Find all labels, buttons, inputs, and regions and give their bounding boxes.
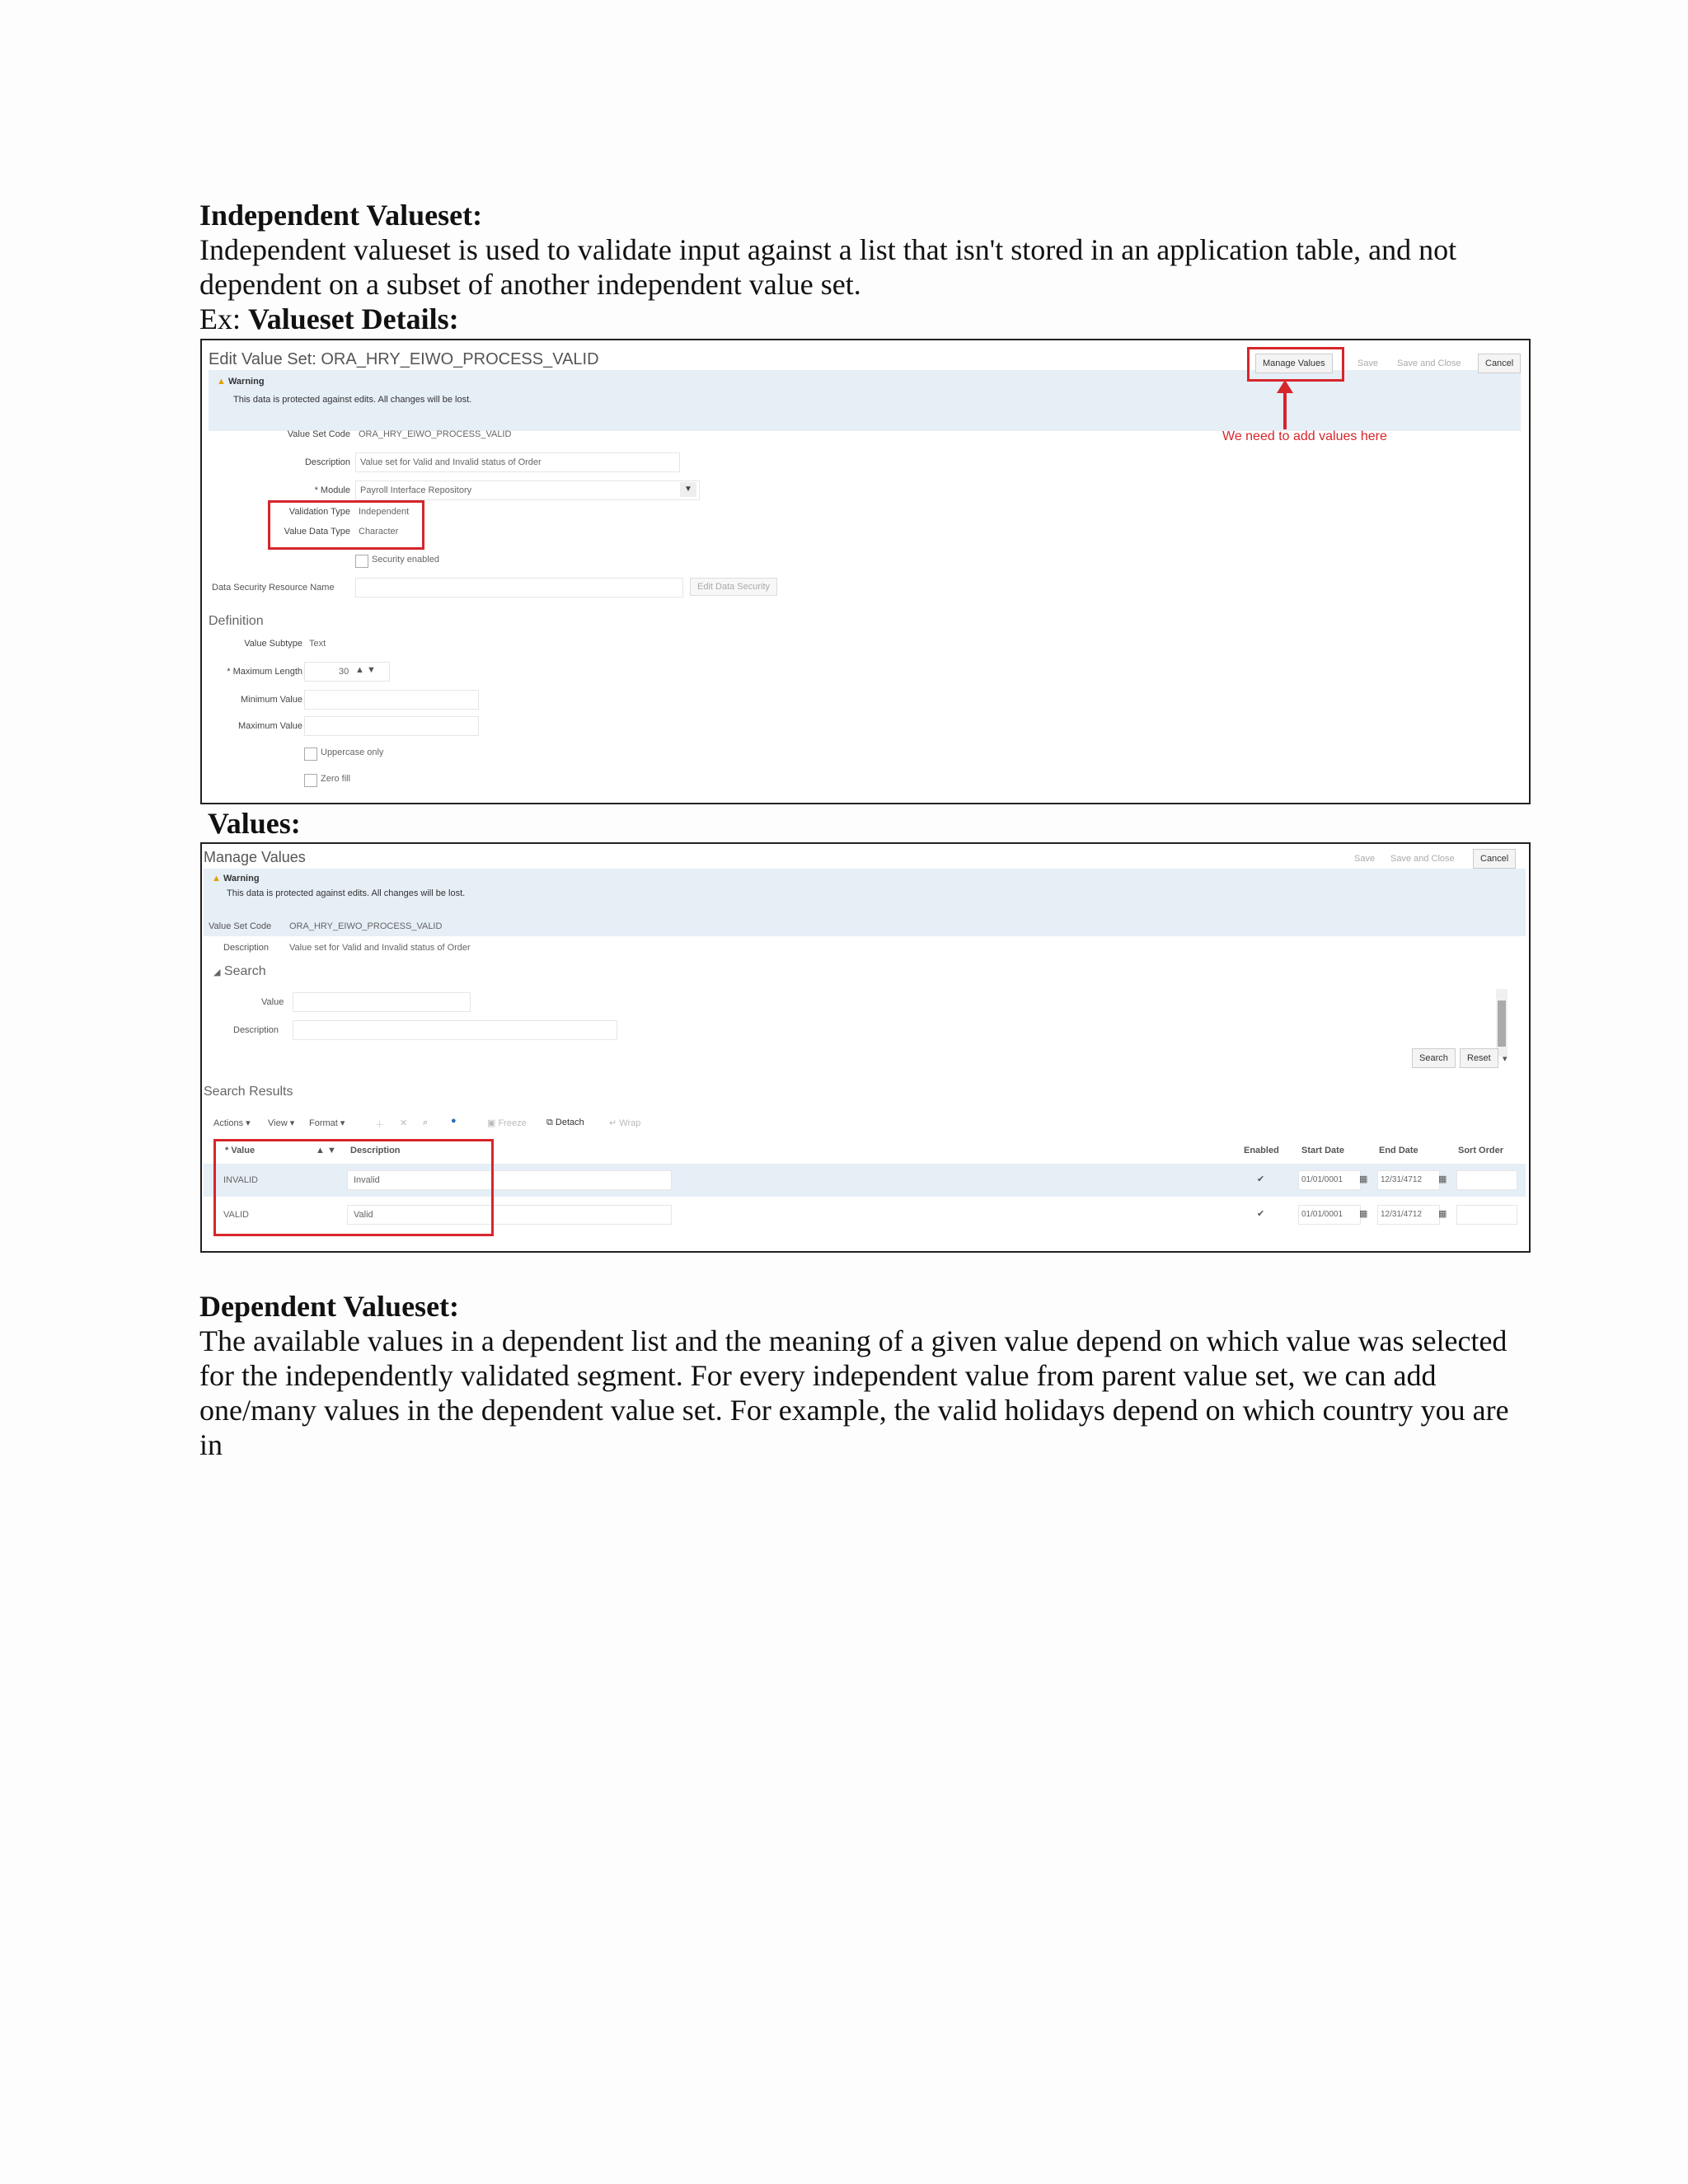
mv-code-label: Value Set Code <box>209 921 272 931</box>
delete-icon[interactable]: ✕ <box>400 1118 408 1128</box>
row1-value: INVALID <box>223 1175 258 1185</box>
mv-desc-label: Description <box>223 943 270 953</box>
cancel-button[interactable]: Cancel <box>1478 354 1521 373</box>
row2-sort-field[interactable] <box>1456 1205 1517 1225</box>
heading-independent: Independent Valueset: <box>199 199 483 232</box>
edit-value-set-screenshot <box>200 339 1531 804</box>
code-value: ORA_HRY_EIWO_PROCESS_VALID <box>359 429 512 439</box>
row1-start: 01/01/0001 <box>1301 1175 1343 1184</box>
maxval-label: Maximum Value <box>237 721 302 731</box>
warning-text: This data is protected against edits. All changes will be lost. <box>233 395 472 405</box>
search-value-label: Value <box>261 997 284 1007</box>
module-label: * Module <box>314 485 350 495</box>
refresh-icon[interactable]: ● <box>451 1116 457 1126</box>
edit-value-set-title: Edit Value Set: ORA_HRY_EIWO_PROCESS_VALID <box>209 350 599 368</box>
dependent-block <box>199 1289 1535 1462</box>
dsr-label: Data Security Resource Name <box>212 583 335 593</box>
mv-cancel-button[interactable]: Cancel <box>1473 849 1516 869</box>
calendar-icon[interactable]: ▦ <box>1359 1174 1368 1184</box>
code-label: Value Set Code <box>287 429 350 439</box>
view-menu[interactable]: View ▾ <box>268 1118 295 1128</box>
row2-end: 12/31/4712 <box>1381 1210 1423 1219</box>
security-checkbox[interactable] <box>355 555 368 568</box>
para-dependent: The available values in a dependent list and the meaning of a given value depend on which value was selected for the independently validated segment. For every independent value from parent value set, we can add one/many values in the dependent value set. For example, the valid holidays depend on which country you are in <box>199 1324 1509 1461</box>
mv-code-value: ORA_HRY_EIWO_PROCESS_VALID <box>289 921 443 931</box>
maxval-field[interactable] <box>304 716 479 736</box>
warning-heading: ▲ Warning <box>217 377 265 387</box>
scrollbar-thumb[interactable] <box>1498 1001 1506 1047</box>
row2-start: 01/01/0001 <box>1301 1210 1343 1219</box>
manage-values-title: Manage Values <box>204 849 306 865</box>
search-results-title: Search Results <box>204 1085 293 1099</box>
minval-field[interactable] <box>304 690 479 710</box>
heading-dependent: Dependent Valueset: <box>199 1290 460 1323</box>
para-independent: Independent valueset is used to validate input against a list that isn't stored in an application table, and not dependent on a subset of another independent value set. <box>199 233 1457 301</box>
save-button[interactable]: Save <box>1357 359 1379 368</box>
mv-warning-heading: ▲ Warning <box>212 874 260 883</box>
value-column-highlight <box>213 1139 494 1236</box>
mv-warning-icon: ▲ <box>212 874 221 883</box>
intro-block <box>199 198 1535 336</box>
row1-sort-field[interactable] <box>1456 1170 1517 1190</box>
chevron-down-icon[interactable]: ▼ <box>680 482 696 497</box>
zerofill-checkbox[interactable] <box>304 774 317 787</box>
query-icon[interactable]: ⌕ <box>423 1118 429 1127</box>
values-heading: Values: <box>208 807 301 840</box>
warning-icon: ▲ <box>217 377 226 387</box>
uppercase-label: Uppercase only <box>321 748 384 757</box>
manage-values-button[interactable]: Manage Values <box>1255 354 1333 373</box>
calendar-icon[interactable]: ▦ <box>1359 1209 1368 1219</box>
definition-title: Definition <box>209 614 264 628</box>
stepper-arrows-icon[interactable]: ▲ ▼ <box>355 665 376 675</box>
search-value-input[interactable] <box>293 992 471 1012</box>
triangle-down-icon: ◢ <box>213 968 221 977</box>
description-value: Value set for Valid and Invalid status of Order <box>360 457 542 467</box>
validation-type-label: Validation Type <box>288 507 350 517</box>
maxlen-value: 30 <box>339 667 349 677</box>
row2-desc: Valid <box>354 1210 373 1220</box>
freeze-button[interactable]: ▣ Freeze <box>487 1118 527 1128</box>
col-description[interactable]: Description <box>350 1146 401 1155</box>
col-enabled[interactable]: Enabled <box>1244 1146 1279 1155</box>
row2-value: VALID <box>223 1210 249 1220</box>
annotation-text: We need to add values here <box>1222 429 1387 443</box>
search-section-toggle[interactable]: ◢ Search <box>213 964 266 978</box>
wrap-button[interactable]: ↵ Wrap <box>609 1118 641 1128</box>
validation-type-value: Independent <box>359 507 410 517</box>
module-value: Payroll Interface Repository <box>360 485 472 495</box>
data-type-value: Character <box>359 527 399 537</box>
minval-label: Minimum Value <box>241 695 302 705</box>
row1-desc: Invalid <box>354 1175 380 1185</box>
annotation-arrowhead <box>1277 380 1293 393</box>
search-desc-input[interactable] <box>293 1020 617 1040</box>
zerofill-label: Zero fill <box>321 774 351 784</box>
col-end-date[interactable]: End Date <box>1379 1146 1418 1155</box>
maxlen-label: * Maximum Length <box>227 667 302 677</box>
description-label: Description <box>304 457 350 467</box>
add-icon[interactable]: ＋ <box>375 1120 384 1130</box>
calendar-icon[interactable]: ▦ <box>1438 1174 1447 1184</box>
mv-save-button[interactable]: Save <box>1354 854 1376 864</box>
col-value[interactable]: * Value <box>225 1146 256 1155</box>
col-sort-order[interactable]: Sort Order <box>1458 1146 1504 1155</box>
data-type-label: Value Data Type <box>284 527 350 537</box>
annotation-arrow <box>1283 390 1287 429</box>
row1-enabled-check-icon[interactable]: ✔ <box>1257 1174 1265 1184</box>
mv-save-close-button[interactable]: Save and Close <box>1390 854 1455 864</box>
detach-button[interactable]: ⧉ Detach <box>546 1118 584 1127</box>
subtype-value: Text <box>309 639 326 649</box>
security-label: Security enabled <box>372 555 439 565</box>
dsr-field[interactable] <box>355 578 683 598</box>
col-start-date[interactable]: Start Date <box>1301 1146 1344 1155</box>
example-line: Ex: Valueset Details: <box>199 302 459 335</box>
uppercase-checkbox[interactable] <box>304 748 317 761</box>
actions-menu[interactable]: Actions ▾ <box>213 1118 251 1128</box>
search-button[interactable]: Search <box>1412 1048 1456 1068</box>
subtype-label: Value Subtype <box>244 639 302 649</box>
format-menu[interactable]: Format ▾ <box>309 1118 345 1128</box>
reset-button[interactable]: Reset <box>1460 1048 1498 1068</box>
mv-desc-value: Value set for Valid and Invalid status of Order <box>289 943 471 953</box>
sort-arrows-icon[interactable]: ▲ ▼ <box>316 1146 336 1155</box>
row1-end: 12/31/4712 <box>1381 1175 1423 1184</box>
search-desc-label: Description <box>233 1025 279 1035</box>
row2-enabled-check-icon[interactable]: ✔ <box>1257 1209 1265 1219</box>
more-chevron-icon[interactable]: ▾ <box>1503 1054 1507 1064</box>
save-close-button[interactable]: Save and Close <box>1397 359 1461 368</box>
calendar-icon[interactable]: ▦ <box>1438 1209 1447 1219</box>
mv-warning-text: This data is protected against edits. All changes will be lost. <box>227 888 466 898</box>
edit-security-button[interactable]: Edit Data Security <box>690 578 777 596</box>
manage-values-screenshot <box>200 842 1531 1253</box>
